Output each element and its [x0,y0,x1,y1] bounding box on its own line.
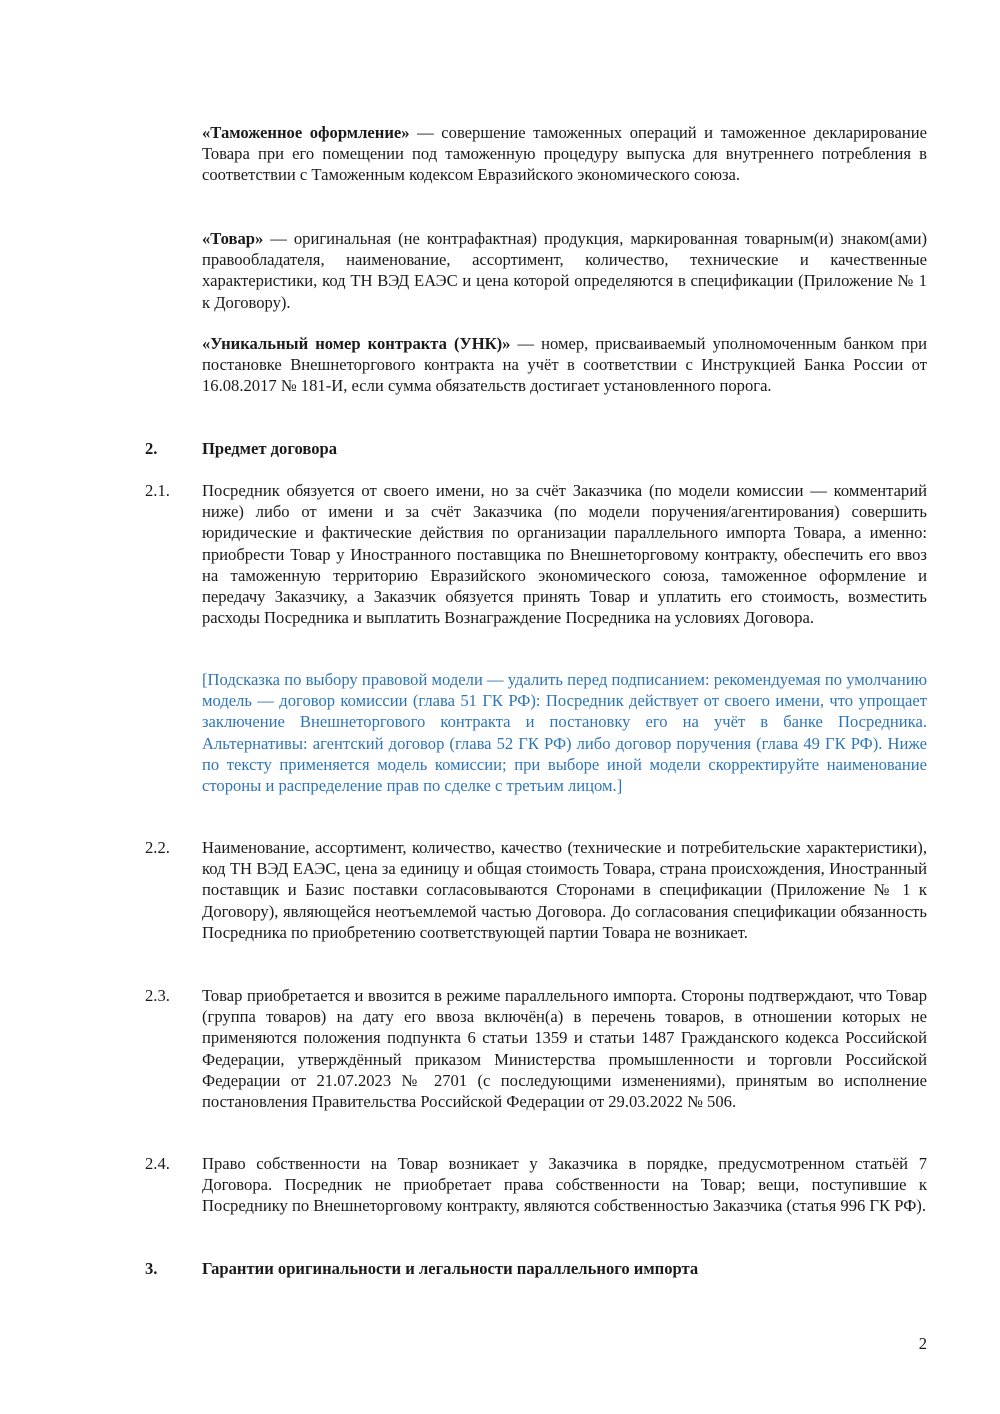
section-number: 2. [145,439,158,458]
definition-text: — совершение таможенных операций и таможенное декларирование Товара при его помещении под таможенную процедуру выпуска для внутреннего потребления в соответствии с Таможенным кодексом Евразийского экономического союза. [202,123,928,185]
clause-2-4 [145,1153,927,1217]
clause-number: 2.2. [145,838,170,857]
clause-text: Товар приобретается и ввозится в режиме параллельного импорта. Стороны подтверждают, что Товар (группа товаров) на дату его ввоза включён(а) в перечень товаров, в отношении которых не применяются положения подпункта 6 статьи 1359 и статьи 1487 Гражданского кодекса Российской Федерации, утверждённый приказом Министерства промышленности и торговли Российской Федерации от 21.07.2023 № 2701 (с последующими изменениями), принятым во исполнение постановления Правительства Российской Федерации от 29.03.2022 № 506. [202,986,927,1112]
clause-number: 2.1. [145,481,170,500]
clause-text: Посредник обязуется от своего имени, но за счёт Заказчика (по модели комиссии — комментарий ниже) либо от имени и за счёт Заказчика (по модели поручения/агентирования) совершить юридические и фактические действия по организации параллельного импорта Товара, а именно: приобрести Товар у Иностранного поставщика по Внешнеторговому контракту, обеспечить его ввоз на таможенную территорию Евразийского экономического союза, таможенное оформление и передачу Заказчику, а Заказчик обязуется принять Товар и уплатить его стоимость, возместить расходы Посредника и выплатить Вознаграждение Посредника на условиях Договора. [202,481,927,628]
section-number: 3. [145,1259,158,1278]
clause-2-3 [145,985,927,1112]
clause-number: 2.4. [145,1154,170,1173]
clause-2-2 [145,837,927,943]
legal-model-hint-note: [Подсказка по выбору правовой модели — удалить перед подписанием: рекомендуемая по умолчанию модель — договор комиссии (глава 51 ГК РФ): Посредник действует от своего имени, что упрощает заключение Внешнеторгового контракта и постановку его на учёт в банке Посредника. Альтернативы: агентский договор (глава 52 ГК РФ) либо договор поручения (глава 49 ГК РФ). Ниже по тексту применяется модель комиссии; при выборе иной модели скорректируйте наименование стороны и распределение прав по сделке с третьим лицом.] [202,670,927,796]
definition-unique-contract-number [202,333,927,397]
definition-text: — оригинальная (не контрафактная) продукция, маркированная товарным(и) знаком(ами) правообладателя, наименование, ассортимент, количество, технические и качественные характеристики, код ТН ВЭД ЕАЭС и цена которой определяются в спецификации (Приложение № 1 к Договору). [202,229,927,312]
definition-term: «Таможенное оформление» [202,123,410,142]
clause-number: 2.3. [145,986,170,1005]
definition-customs-clearance [202,122,927,186]
definition-term: «Товар» [202,229,264,248]
clause-2-1 [145,480,927,628]
definition-term: «Уникальный номер контракта (УНК)» [202,334,511,353]
section-title: Предмет договора [202,439,338,458]
clause-text: Право собственности на Товар возникает у Заказчика в порядке, предусмотренном статьёй 7 Договора. Посредник не приобретает права собственности на Товар; вещи, поступившие к Посреднику по Внешнеторговому контракту, являются собственностью Заказчика (статья 996 ГК РФ). [202,1154,927,1216]
page-number: 2 [918,1334,927,1353]
definition-text: — номер, присваиваемый уполномоченным банком при постановке Внешнеторгового контракта на учёт в соответствии с Инструкцией Банка России от 16.08.2017 № 181-И, если сумма обязательств достигает установленного порога. [202,334,927,396]
clause-text: Наименование, ассортимент, количество, качество (технические и потребительские характеристики), код ТН ВЭД ЕАЭС, цена за единицу и общая стоимость Товара, страна происхождения, Иностранный поставщик и Базис поставки согласовываются Сторонами в спецификации (Приложение № 1 к Договору), являющейся неотъемлемой частью Договора. До согласования спецификации обязанность Посредника по приобретению соответствующей партии Товара не возникает. [202,838,927,942]
section-title: Гарантии оригинальности и легальности параллельного импорта [202,1259,699,1278]
definition-goods [202,228,927,313]
